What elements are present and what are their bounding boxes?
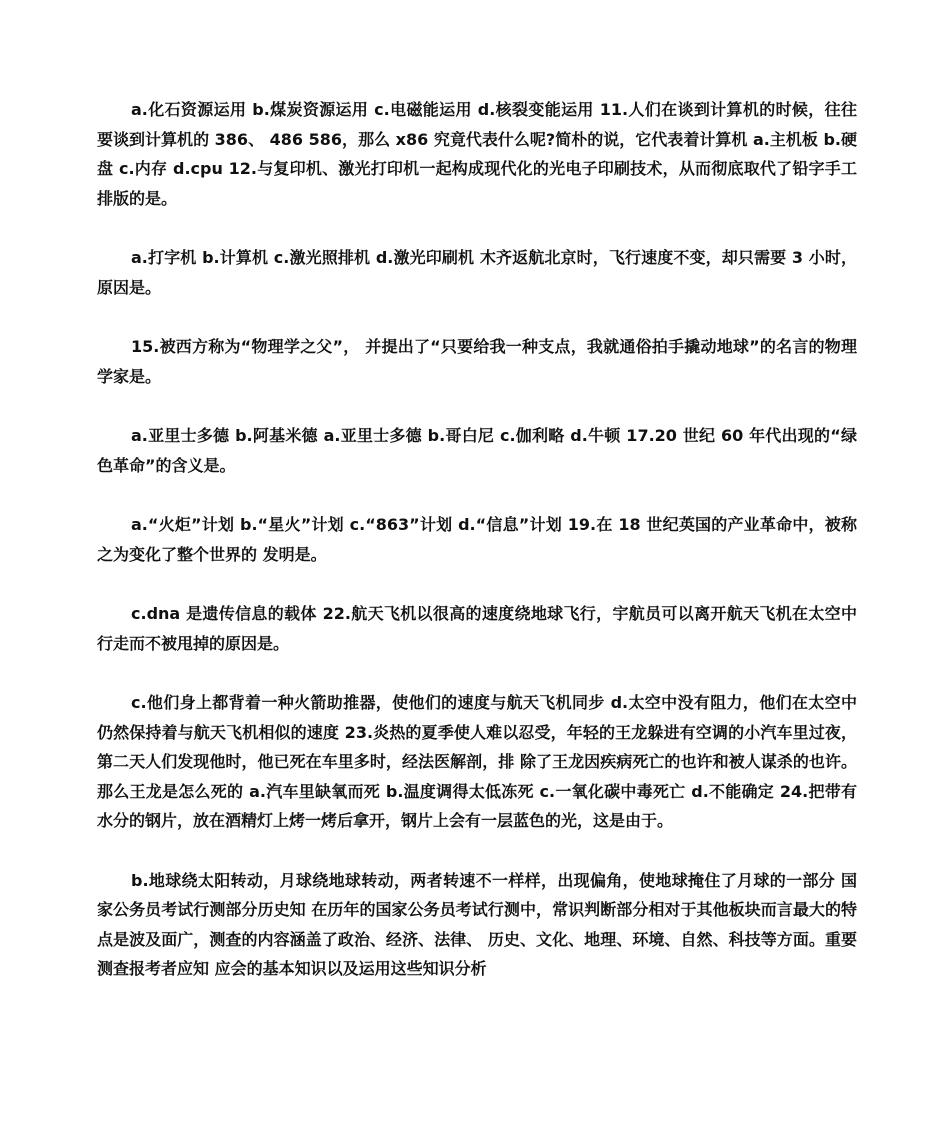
paragraph-4: a.亚里士多德 b.阿基米德 a.亚里士多德 b.哥白尼 c.伽利略 d.牛顿 17.20 世纪 60 年代出现的“绿色革命”的含义是。 [97,426,857,475]
paragraph-3: 15.被西方称为“物理学之父”， 并提出了“只要给我一种支点，我就通俗拍手撬动地球”的名言的物理学家是。 [97,337,857,386]
paragraph-6: c.dna 是遗传信息的载体 22.航天飞机以很高的速度绕地球飞行，宇航员可以离开航天飞机在太空中行走而不被甩掉的原因是。 [97,604,857,653]
paragraph-5: a.“火炬”计划 b.“星火”计划 c.“863”计划 d.“信息”计划 19.在 18 世纪英国的产业革命中，被称之为变化了整个世界的 发明是。 [97,515,857,564]
paragraph-8: b.地球绕太阳转动，月球绕地球转动，两者转速不一样样，出现偏角，使地球掩住了月球的一部分 国家公务员考试行测部分历史知 在历年的国家公务员考试行测中，常识判断部分相对于其他板块而言最大的特点是波及面广，测查的内容涵盖了政治、经济、法律、 历史、文化、地理、环境、自然、科技等方面。重要测查报考者应知 应会的基本知识以及运用这些知识分析 [97,870,857,978]
paragraph-2: a.打字机 b.计算机 c.激光照排机 d.激光印刷机 木齐返航北京时，飞行速度不变，却只需要 3 小时，原因是。 [97,248,857,297]
paragraph-7: c.他们身上都背着一种火箭助推器，使他们的速度与航天飞机同步 d.太空中没有阻力，他们在太空中仍然保持着与航天飞机相似的速度 23.炎热的夏季使人难以忍受，年轻的王龙躲进有空调的小汽车里过夜，第二天人们发现他时，他已死在车里多时，经法医解剖，排 除了王龙因疾病死亡的也许和被人谋杀的也许。那么王龙是怎么死的 a.汽车里缺氧而死 b.温度调得太低冻死 c.一氧化碳中毒死亡 d.不能确定 24.把带有水分的钢片，放在酒精灯上烤一烤后拿开，钢片上会有一层蓝色的光，这是由于。 [97,693,857,830]
document-page [97,95,857,1014]
paragraph-1: a.化石资源运用 b.煤炭资源运用 c.电磁能运用 d.核裂变能运用 11.人们在谈到计算机的时候，往往要谈到计算机的 386、 486 586，那么 x86 究竟代表什么呢?简朴的说，它代表着计算机 a.主机板 b.硬盘 c.内存 d.cpu 12.与复印机、激光打印机一起构成现代化的光电子印刷技术，从而彻底取代了铅字手工排版的是。 [97,100,857,208]
